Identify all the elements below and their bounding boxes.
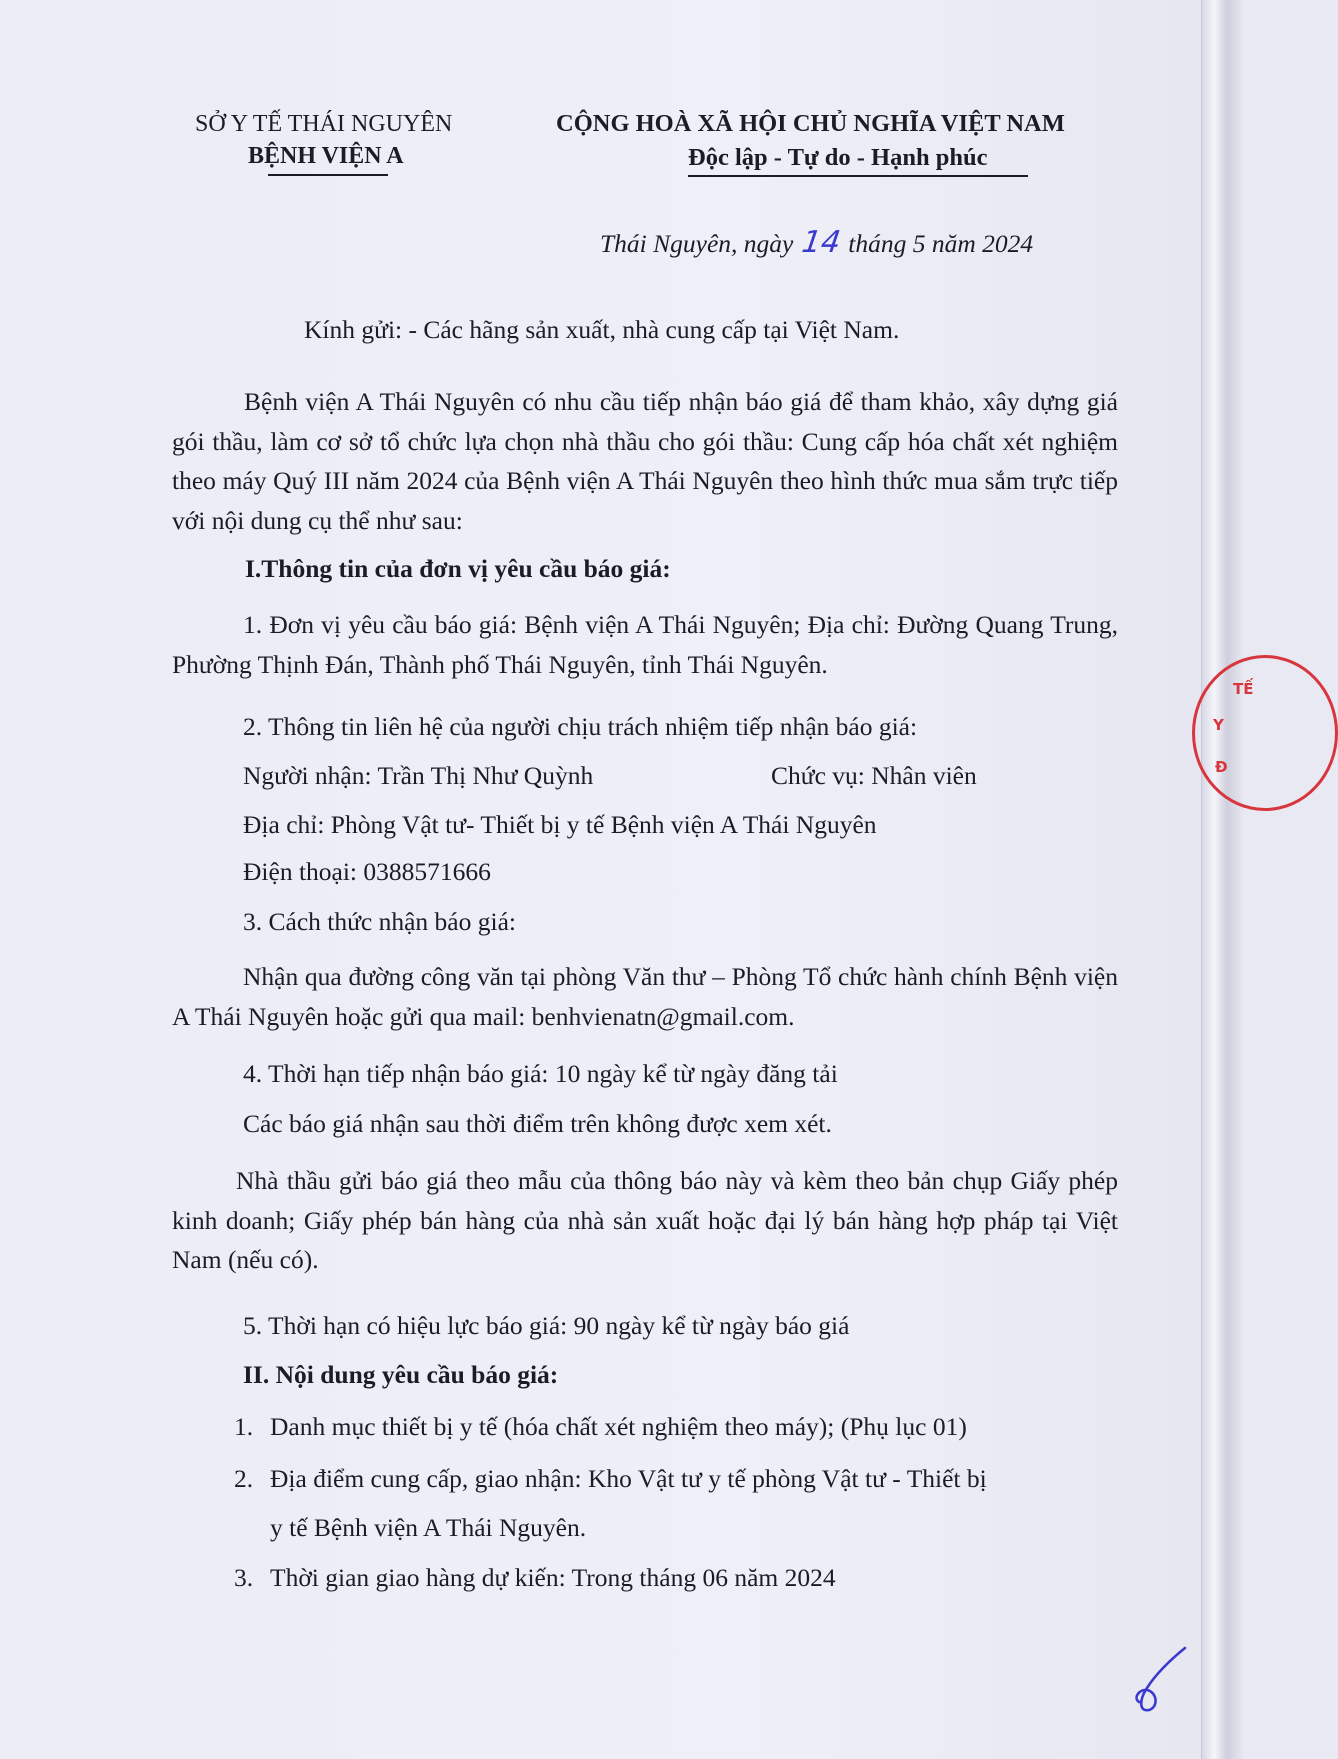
issuer-department: SỞ Y TẾ THÁI NGUYÊN <box>195 111 453 137</box>
section1-item2: 2. Thông tin liên hệ của người chịu trách nhiệm tiếp nhận báo giá: <box>243 712 918 741</box>
initial-mark-icon <box>1125 1640 1195 1720</box>
section1-heading: I.Thông tin của đơn vị yêu cầu báo giá: <box>245 554 671 583</box>
section2-heading: II. Nội dung yêu cầu báo giá: <box>243 1360 559 1389</box>
seal-letter-y: Y <box>1213 716 1224 734</box>
seal-letter-d: Đ <box>1215 758 1228 776</box>
official-seal-edge <box>1192 655 1338 811</box>
seal-letter-te: TẾ <box>1233 680 1254 698</box>
section1-item4-note: Các báo giá nhận sau thời điểm trên không được xem xét. <box>243 1109 832 1138</box>
intro-paragraph: Bệnh viện A Thái Nguyên có nhu cầu tiếp nhận báo giá để tham khảo, xây dựng giá gói thầu, làm cơ sở tổ chức lựa chọn nhà thầu cho gói thầu: Cung cấp hóa chất xét nghiệm theo máy Quý III năm 2024 của Bệnh viện A Thái Nguyên theo hình thức mua sắm trực tiếp với nội dung cụ thể như sau: <box>172 387 1118 535</box>
section1-item3-text: Nhận qua đường công văn tại phòng Văn thư – Phòng Tổ chức hành chính Bệnh viện A Thái Nguyên hoặc gửi qua mail: benhvienatn@gmail.com. <box>172 962 1118 1031</box>
national-title: CỘNG HOÀ XÃ HỘI CHỦ NGHĨA VIỆT NAM <box>556 110 1065 137</box>
section2-item1-text: Danh mục thiết bị y tế (hóa chất xét nghiệm theo máy); (Phụ lục 01) <box>270 1412 967 1441</box>
date-prefix: Thái Nguyên, ngày <box>600 229 794 258</box>
section1-item4: 4. Thời hạn tiếp nhận báo giá: 10 ngày kể từ ngày đăng tải <box>243 1059 838 1088</box>
issuer-hospital: BỆNH VIỆN A <box>248 143 404 169</box>
section1-item1: 1. Đơn vị yêu cầu báo giá: Bệnh viện A Thái Nguyên; Địa chỉ: Đường Quang Trung, Phường Thịnh Đán, Thành phố Thái Nguyên, tỉnh Thái Nguyên. <box>172 610 1118 679</box>
motto-underline <box>688 175 1028 177</box>
section2-item2-text-cont: y tế Bệnh viện A Thái Nguyên. <box>270 1513 587 1542</box>
section2-item3-num: 3. <box>234 1563 254 1592</box>
national-motto: Độc lập - Tự do - Hạnh phúc <box>688 144 988 171</box>
receiver-phone: Điện thoại: 0388571666 <box>243 857 491 886</box>
receiver-position: Chức vụ: Nhân viên <box>771 761 977 790</box>
receiver-address: Địa chỉ: Phòng Vật tư- Thiết bị y tế Bệnh viện A Thái Nguyên <box>243 810 877 839</box>
section1-item3: 3. Cách thức nhận báo giá: <box>243 907 516 936</box>
recipient-line: Kính gửi: - Các hãng sản xuất, nhà cung cấp tại Việt Nam. <box>304 315 900 344</box>
issuer-underline <box>268 174 388 176</box>
page-edge-shadow <box>1201 0 1244 1759</box>
document-date <box>600 225 1034 260</box>
section2-item2-num: 2. <box>234 1464 254 1493</box>
section2-item1-num: 1. <box>234 1412 254 1441</box>
section2-item2-text: Địa điểm cung cấp, giao nhận: Kho Vật tư y tế phòng Vật tư - Thiết bị <box>270 1464 987 1493</box>
section1-item4-text: Nhà thầu gửi báo giá theo mẫu của thông báo này và kèm theo bản chụp Giấy phép kinh doanh; Giấy phép bán hàng của nhà sản xuất hoặc đại lý bán hàng hợp pháp tại Việt Nam (nếu có). <box>172 1166 1118 1274</box>
section2-item3-text: Thời gian giao hàng dự kiến: Trong tháng 06 năm 2024 <box>270 1563 836 1592</box>
date-suffix: tháng 5 năm 2024 <box>848 229 1034 258</box>
section1-item5: 5. Thời hạn có hiệu lực báo giá: 90 ngày kể từ ngày báo giá <box>243 1311 850 1340</box>
receiver-name: Người nhận: Trần Thị Như Quỳnh <box>243 761 594 790</box>
handwritten-day: 14 <box>799 225 843 260</box>
